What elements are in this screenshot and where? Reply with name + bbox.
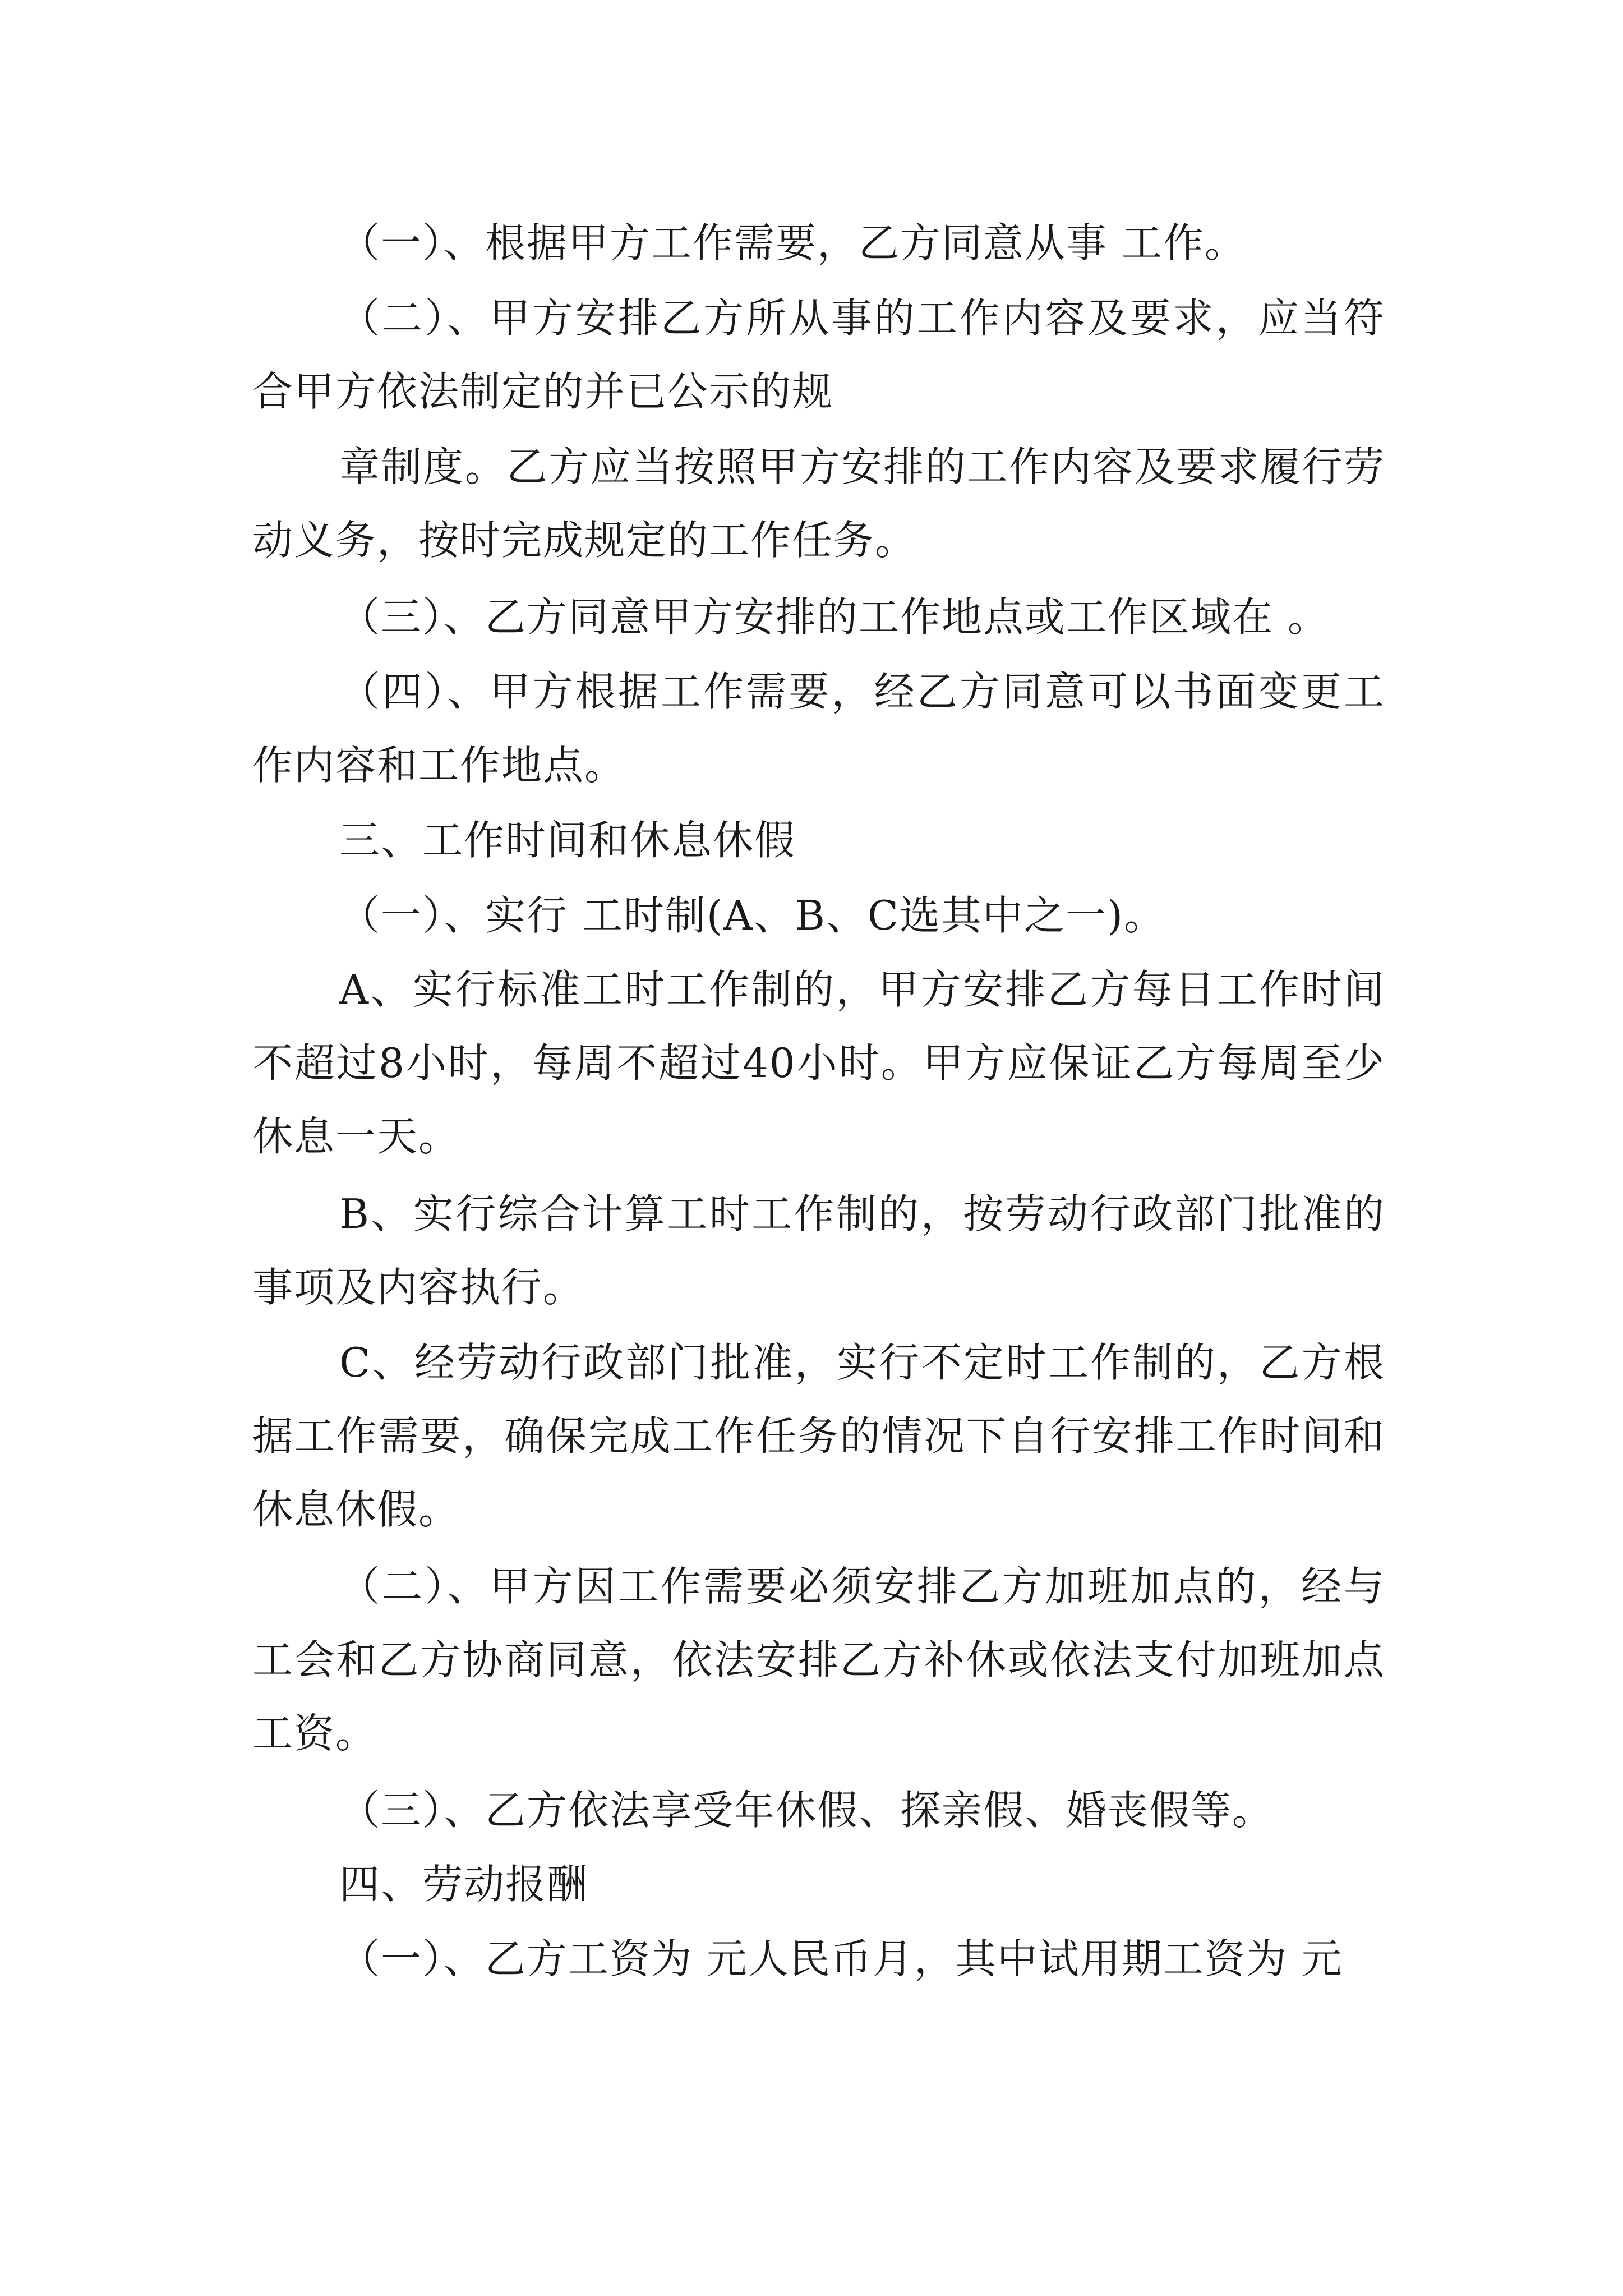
paragraph-option-b: B、实行综合计算工时工作制的，按劳动行政部门批准的事项及内容执行。 xyxy=(252,1190,1385,1311)
paragraph-rules-obligations: 章制度。乙方应当按照甲方安排的工作内容及要求履行劳动义务，按时完成规定的工作任务。 xyxy=(252,443,1385,564)
paragraph-option-c: C、经劳动行政部门批准，实行不定时工作制的，乙方根据工作需要，确保完成工作任务的情况下自行安排工作时间和休息休假。 xyxy=(252,1339,1385,1533)
section-heading-remuneration: 四、劳动报酬 xyxy=(339,1861,589,1908)
paragraph-change-work: （四）、甲方根据工作需要，经乙方同意可以书面变更工作内容和工作地点。 xyxy=(252,668,1385,789)
paragraph-work-assignment: （一）、根据甲方工作需要，乙方同意从事 工作。 xyxy=(339,219,1246,266)
paragraph-hours-system: （一）、实行 工时制(A、B、C选其中之一)。 xyxy=(339,892,1166,939)
paragraph-overtime: （二）、甲方因工作需要必须安排乙方加班加点的，经与工会和乙方协商同意，依法安排乙方补休或依法支付加班加点工资。 xyxy=(252,1563,1385,1757)
paragraph-option-a: A、实行标准工时工作制的，甲方安排乙方每日工作时间不超过8小时，每周不超过40小时。甲方应保证乙方每周至少休息一天。 xyxy=(252,966,1385,1160)
paragraph-work-content: （二）、甲方安排乙方所从事的工作内容及要求，应当符合甲方依法制定的并已公示的规 xyxy=(252,295,1385,415)
paragraph-work-location: （三）、乙方同意甲方安排的工作地点或工作区域在 。 xyxy=(339,593,1329,641)
paragraph-leave: （三）、乙方依法享受年休假、探亲假、婚丧假等。 xyxy=(339,1787,1274,1834)
paragraph-wage: （一）、乙方工资为 元人民币月，其中试用期工资为 元 xyxy=(339,1935,1343,1982)
section-heading-work-hours: 三、工作时间和休息休假 xyxy=(339,817,796,864)
